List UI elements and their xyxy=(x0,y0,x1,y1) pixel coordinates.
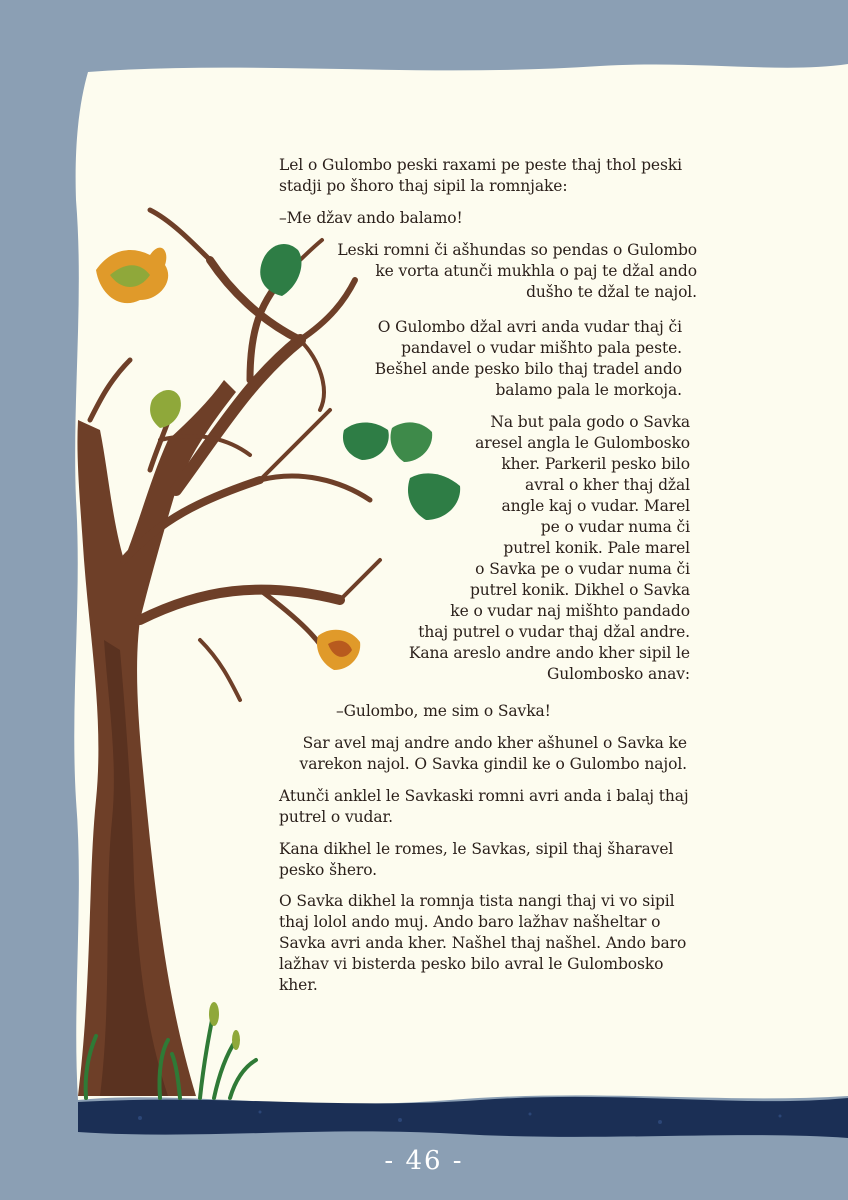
story-paragraph: Leski romni či ašhundas so pendas o Gulombo ke vorta atunči mukhla o paj te džal ando dušho te džal te najol. xyxy=(337,241,697,301)
page-number: - 46 - xyxy=(384,1146,464,1176)
story-paragraph: O Savka dikhel la romnja tista nangi thaj vi vo sipil thaj lolol ando muj. Ando baro lažhav našheltar o Savka avri anda kher. Našhel thaj našhel. Ando baro lažhav vi bisterda pesko bilo avral le Gulombosko kher. xyxy=(279,892,687,994)
story-paragraph: Kana dikhel le romes, le Savkas, sipil thaj šharavel pesko šhero. xyxy=(279,840,674,879)
story-paragraph: Atunči anklel le Savkaski romni avri anda i balaj thaj putrel o vudar. xyxy=(279,787,689,826)
story-paragraph: O Gulombo džal avri anda vudar thaj či pandavel o vudar mišhto pala peste. Bešhel ande pesko bilo thaj tradel ando balamo pala le morkoja. xyxy=(374,318,682,399)
story-paragraph: Lel o Gulombo peski raxami pe peste thaj thol peski stadji po šhoro thaj sipil la romnjake: xyxy=(279,156,682,195)
story-paragraph: –Gulombo, me sim o Savka! xyxy=(336,702,551,720)
story-paragraph: Na but pala godo o Savka aresel angla le Gulombosko kher. Parkeril pesko bilo avral o kher thaj džal angle kaj o vudar. Marel pe o vudar numa či putrel konik. Pale marel o Savka pe o vudar numa či putrel konik. Dikhel o Savka ke o vudar naj mišhto pandado thaj putrel o vudar thaj džal andre. Kana areslo andre ando kher sipil le Gulombosko anav: xyxy=(408,413,690,683)
story-paragraph: –Me džav ando balamo! xyxy=(279,209,463,227)
story-paragraph: Sar avel maj andre ando kher ašhunel o Savka ke varekon najol. O Savka gindil ke o Gulombo najol. xyxy=(299,734,687,773)
